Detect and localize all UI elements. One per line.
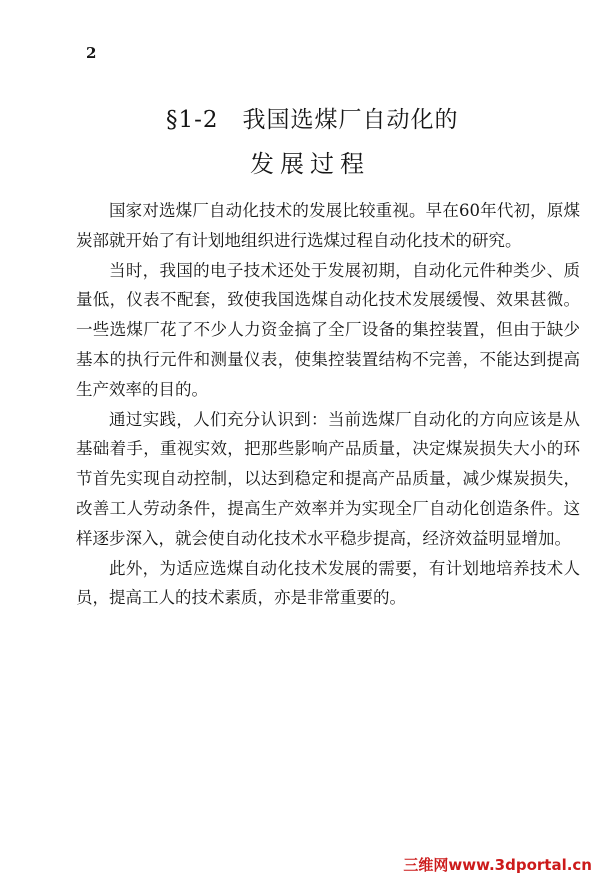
section-title-line-1: §1-2 我国选煤厂自动化的: [166, 107, 459, 133]
paragraph: 通过实践，人们充分认识到：当前选煤厂自动化的方向应该是从基础着手，重视实效，把那些影响产品质量，决定煤炭损失大小的环节首先实现自动控制，以达到稳定和提高产品质量，减少煤炭损失，改善工人劳动条件，提高生产效率并为实现全厂自动化创造条件。这样逐步深入，就会使自动化技术水平稳步提高，经济效益明显增加。: [76, 409, 580, 548]
paragraph: 国家对选煤厂自动化技术的发展比较重视。早在60年代初，原煤炭部就开始了有计划地组织进行选煤过程自动化技术的研究。: [76, 201, 580, 250]
page-number: 2: [86, 44, 97, 62]
paragraph: 此外，为适应选煤自动化技术发展的需要，有计划地培养技术人员，提高工人的技术素质，亦是非常重要的。: [76, 558, 580, 608]
watermark: 三维网www.3dportal.cn: [403, 856, 592, 874]
section-title-line-2: 发展过程: [250, 150, 370, 178]
body-text: [76, 196, 580, 613]
paragraph: 当时，我国的电子技术还处于发展初期，自动化元件种类少、质量低，仪表不配套，致使我国选煤自动化技术发展缓慢、效果甚微。一些选煤厂花了不少人力资金搞了全厂设备的集控装置，但由于缺少基本的执行元件和测量仪表，使集控装置结构不完善，不能达到提高生产效率的目的。: [76, 260, 580, 399]
